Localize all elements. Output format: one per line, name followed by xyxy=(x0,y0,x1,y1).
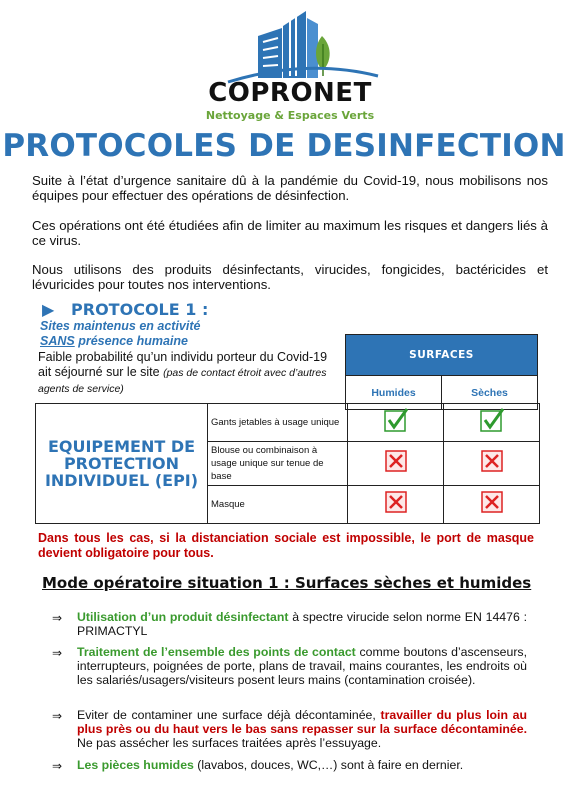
table-row xyxy=(36,404,540,442)
probability-main: Faible probabilité qu’un individu porteur du Covid-19 ait séjourné sur le site xyxy=(38,350,328,379)
protocol-title-text: PROTOCOLE 1 : xyxy=(71,300,209,319)
bullet-1-highlight: Utilisation d’un produit désinfectant xyxy=(77,610,289,624)
epi-item-blouse: Blouse ou combinaison à usage unique sur tenue de base xyxy=(208,442,348,486)
arrow-bullet-icon: ⇒ xyxy=(52,611,63,625)
bullet-4 xyxy=(77,758,527,772)
check-icon xyxy=(383,407,409,433)
gloves-seches-check xyxy=(444,404,540,442)
presence-label xyxy=(40,334,188,348)
arrow-bullet-icon: ⇒ xyxy=(52,759,63,773)
epi-item-gloves: Gants jetables à usage unique xyxy=(208,404,348,442)
probability-note: (pas de contact étroit avec d’autres agents de service) xyxy=(38,367,327,395)
blouse-humides-cross xyxy=(348,442,444,486)
mask-humides-cross xyxy=(348,486,444,524)
gloves-humides-check xyxy=(348,404,444,442)
intro-paragraph-3: Nous utilisons des produits désinfectants, virucides, fongicides, bactéricides et lévuricides pour toutes nos interventions. xyxy=(32,262,548,292)
blouse-seches-cross xyxy=(444,442,540,486)
cross-icon xyxy=(383,489,409,515)
presence-text: présence humaine xyxy=(74,334,188,348)
logo xyxy=(0,6,568,124)
check-icon xyxy=(479,407,505,433)
bullet-4-text: (lavabos, douces, WC,…) sont à faire en dernier. xyxy=(193,758,464,772)
bullet-2-text: comme boutons d’ascenseurs, interrupteurs, poignées de porte, plans de travail, mains courantes, les endroits où les salariés/usagers/visiteurs posent leurs mains (contamination croisée). xyxy=(77,645,527,687)
column-humides: Humides xyxy=(346,376,442,410)
brand-tagline: Nettoyage & Espaces Verts xyxy=(205,109,375,122)
page-title: PROTOCOLES DE DESINFECTION xyxy=(2,128,566,164)
warning-text: Dans tous les cas, si la distanciation sociale est impossible, le port de masque devient obligatoire pour tous. xyxy=(38,531,534,560)
cross-icon xyxy=(479,448,505,474)
intro-paragraph-1: Suite à l’état d’urgence sanitaire dû à la pandémie du Covid-19, nous mobilisons nos équipes pour effectuer des opérations de désinfection. xyxy=(32,173,548,203)
bullet-1 xyxy=(77,610,527,638)
surfaces-header: SURFACES xyxy=(346,335,538,376)
brand-name: COPRONET xyxy=(208,78,372,108)
probability-text xyxy=(38,350,338,397)
cross-icon xyxy=(383,448,409,474)
epi-table xyxy=(35,403,540,524)
cross-icon xyxy=(479,489,505,515)
bullet-2 xyxy=(77,645,527,687)
epi-item-mask: Masque xyxy=(208,486,348,524)
bullet-1-text: à spectre virucide selon norme EN 14476 : PRIMACTYL xyxy=(77,610,527,638)
arrow-bullet-icon: ⇒ xyxy=(52,709,63,723)
surfaces-header-table xyxy=(345,334,538,410)
sans-word: SANS xyxy=(40,334,75,348)
bullet-3-text-a: Eviter de contaminer une surface déjà décontaminée, xyxy=(77,708,381,722)
bullet-4-highlight: Les pièces humides xyxy=(77,758,194,772)
column-seches: Sèches xyxy=(442,376,538,410)
protocol-title xyxy=(42,300,208,319)
bullet-3-highlight: travailler du plus loin au plus près ou du haut vers le bas sans repasser sur la surface décontaminée. xyxy=(77,708,527,736)
sites-label: Sites maintenus en activité xyxy=(40,319,201,333)
mode-title: Mode opératoire situation 1 : Surfaces sèches et humides xyxy=(42,574,532,592)
bullet-3 xyxy=(77,708,527,750)
arrow-bullet-icon: ⇒ xyxy=(52,646,63,660)
intro-paragraph-2: Ces opérations ont été étudiées afin de limiter au maximum les risques et dangers liés à ce virus. xyxy=(32,218,548,248)
arrow-right-icon: ▶ xyxy=(42,300,55,319)
epi-label: EQUIPEMENT DE PROTECTION INDIVIDUEL (EPI) xyxy=(36,404,208,524)
bullet-2-highlight: Traitement de l’ensemble des points de contact xyxy=(77,645,356,659)
bullet-3-text-b: Ne pas assécher les surfaces traitées après l’essuyage. xyxy=(77,736,382,750)
mask-seches-cross xyxy=(444,486,540,524)
